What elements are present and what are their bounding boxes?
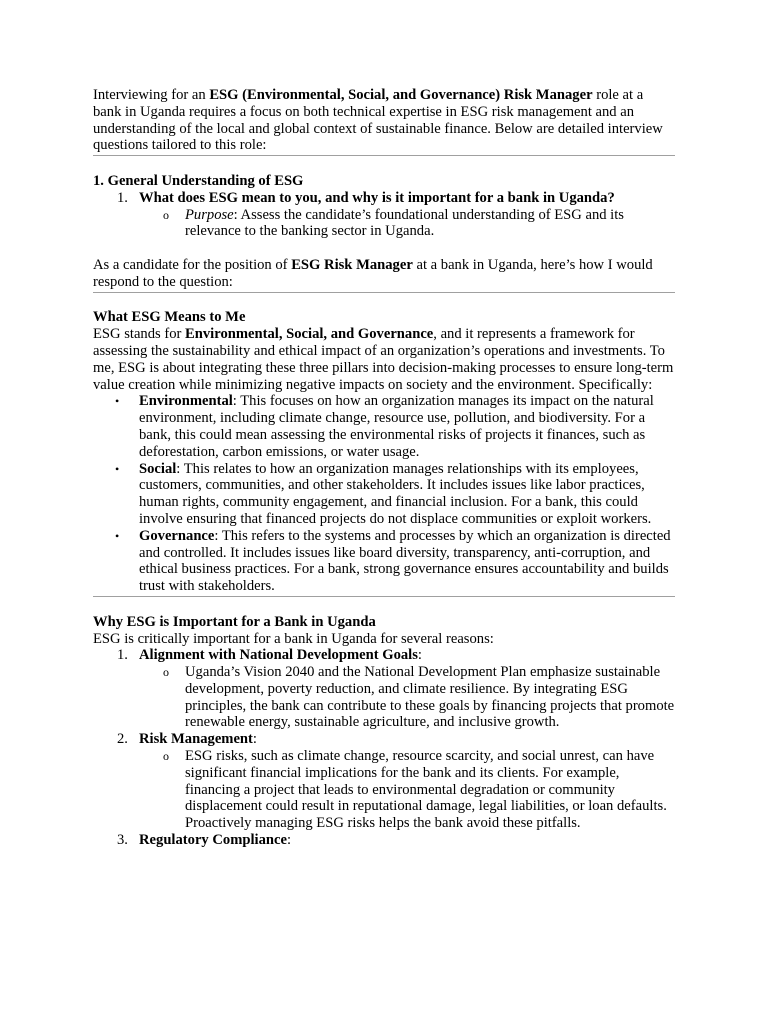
candidate-text-end: at a bank in Uganda, here’s how I would respond to the question:	[93, 256, 653, 290]
candidate-role: ESG Risk Manager	[291, 256, 413, 273]
reason-detail-text: Uganda’s Vision 2040 and the National Development Plan emphasize sustainable development, poverty reduction, and climate resilience. By integrating ESG principles, the bank can contribute to these goals by financing projects that promote renewable energy, sustainable agriculture, and inclusive growth.	[185, 664, 675, 731]
intro-role: ESG (Environmental, Social, and Governance) Risk Manager	[209, 87, 593, 103]
section-heading: 1. General Understanding of ESG	[93, 172, 304, 189]
bullet-icon: •	[115, 461, 120, 476]
intro-paragraph	[93, 87, 675, 154]
section-heading: What ESG Means to Me	[93, 309, 246, 326]
reason-title: Alignment with National Development Goals	[139, 647, 418, 664]
list-item-text: : This focuses on how an organization manages its impact on the natural environment, including climate change, resource use, pollution, and biodiversity. For a bank, this could mean assessing the environmental risks of projects it finances, such as deforestation, carbon emissions, or water usage.	[139, 393, 654, 460]
list-item-text: : This relates to how an organization manages relationships with its employees, customers, communities, and other stakeholders. It includes issues like labor practices, human rights, community engagement, and financial inclusion. For a bank, this could involve ensuring that financed projects do not displace communities or exploit workers.	[139, 460, 652, 527]
meaning-bold: Environmental, Social, and Governance	[185, 326, 434, 343]
circle-bullet-icon: o	[163, 749, 169, 764]
list-number: 1.	[117, 647, 128, 664]
meaning-text-end: , and it represents a framework for assessing the sustainability and ethical impact of an organization’s operations and investments. To me, ESG is about integrating these three pillars into decision-making processes to ensure long-term value creation while minimizing negative impacts on society and the environment. Specifically:	[93, 326, 674, 393]
reason-item: 2. Risk Management:	[117, 731, 257, 748]
section-heading: Why ESG is Important for a Bank in Uganda	[93, 613, 376, 630]
list-item-text: : This refers to the systems and processes by which an organization is directed and controlled. It includes issues like board diversity, transparency, anti-corruption, and ethical business practices. For a bank, strong governance ensures accountability and builds trust with stakeholders.	[139, 527, 671, 595]
circle-bullet-icon: o	[163, 665, 169, 680]
candidate-paragraph	[93, 257, 675, 291]
intro-text-end: role at a bank in Uganda requires a focus on both technical expertise in ESG risk management and an understanding of the local and global context of sustainable finance. Below are detailed interview questions tailored to this role:	[93, 87, 663, 154]
reason-title: Regulatory Compliance	[139, 832, 287, 849]
list-number: 3.	[117, 832, 128, 849]
question-text: What does ESG mean to you, and why is it important for a bank in Uganda?	[139, 189, 615, 206]
list-number: 2.	[117, 731, 128, 748]
reason-item: 3. Regulatory Compliance:	[117, 832, 292, 849]
intro-text: Interviewing for an	[93, 87, 210, 103]
bullet-icon: •	[115, 394, 120, 409]
purpose-text: : Assess the candidate’s foundational understanding of ESG and its relevance to the banking sector in Uganda.	[185, 206, 624, 240]
purpose-label: Purpose	[185, 206, 234, 223]
purpose-item	[93, 207, 675, 241]
list-item	[93, 461, 675, 528]
reason-title: Risk Management	[139, 731, 253, 748]
list-item-term: Social	[139, 460, 177, 477]
reason-detail-text: ESG risks, such as climate change, resource scarcity, and social unrest, can have significant financial implications for the bank and its clients. For example, financing a project that leads to environmental degradation or community displacement could result in reputational damage, legal liabilities, or loan defaults. Proactively managing ESG risks helps the bank avoid these pitfalls.	[185, 748, 667, 832]
reason-item: 1. Alignment with National Development Goals:	[117, 647, 422, 664]
list-item-term: Environmental	[139, 393, 233, 410]
list-item-term: Governance	[139, 527, 215, 544]
meaning-text: ESG stands for	[93, 326, 186, 343]
question-item	[93, 190, 675, 207]
bullet-icon: •	[115, 528, 120, 543]
list-item	[93, 528, 675, 595]
reason-detail	[93, 748, 675, 832]
document-body	[93, 87, 675, 849]
list-number: 1.	[117, 189, 128, 206]
importance-intro: ESG is critically important for a bank in Uganda for several reasons:	[93, 630, 494, 647]
meaning-paragraph	[93, 326, 675, 393]
candidate-text: As a candidate for the position of	[93, 256, 292, 273]
circle-bullet-icon: o	[163, 207, 169, 222]
list-item	[93, 393, 675, 460]
reason-detail	[93, 664, 675, 731]
